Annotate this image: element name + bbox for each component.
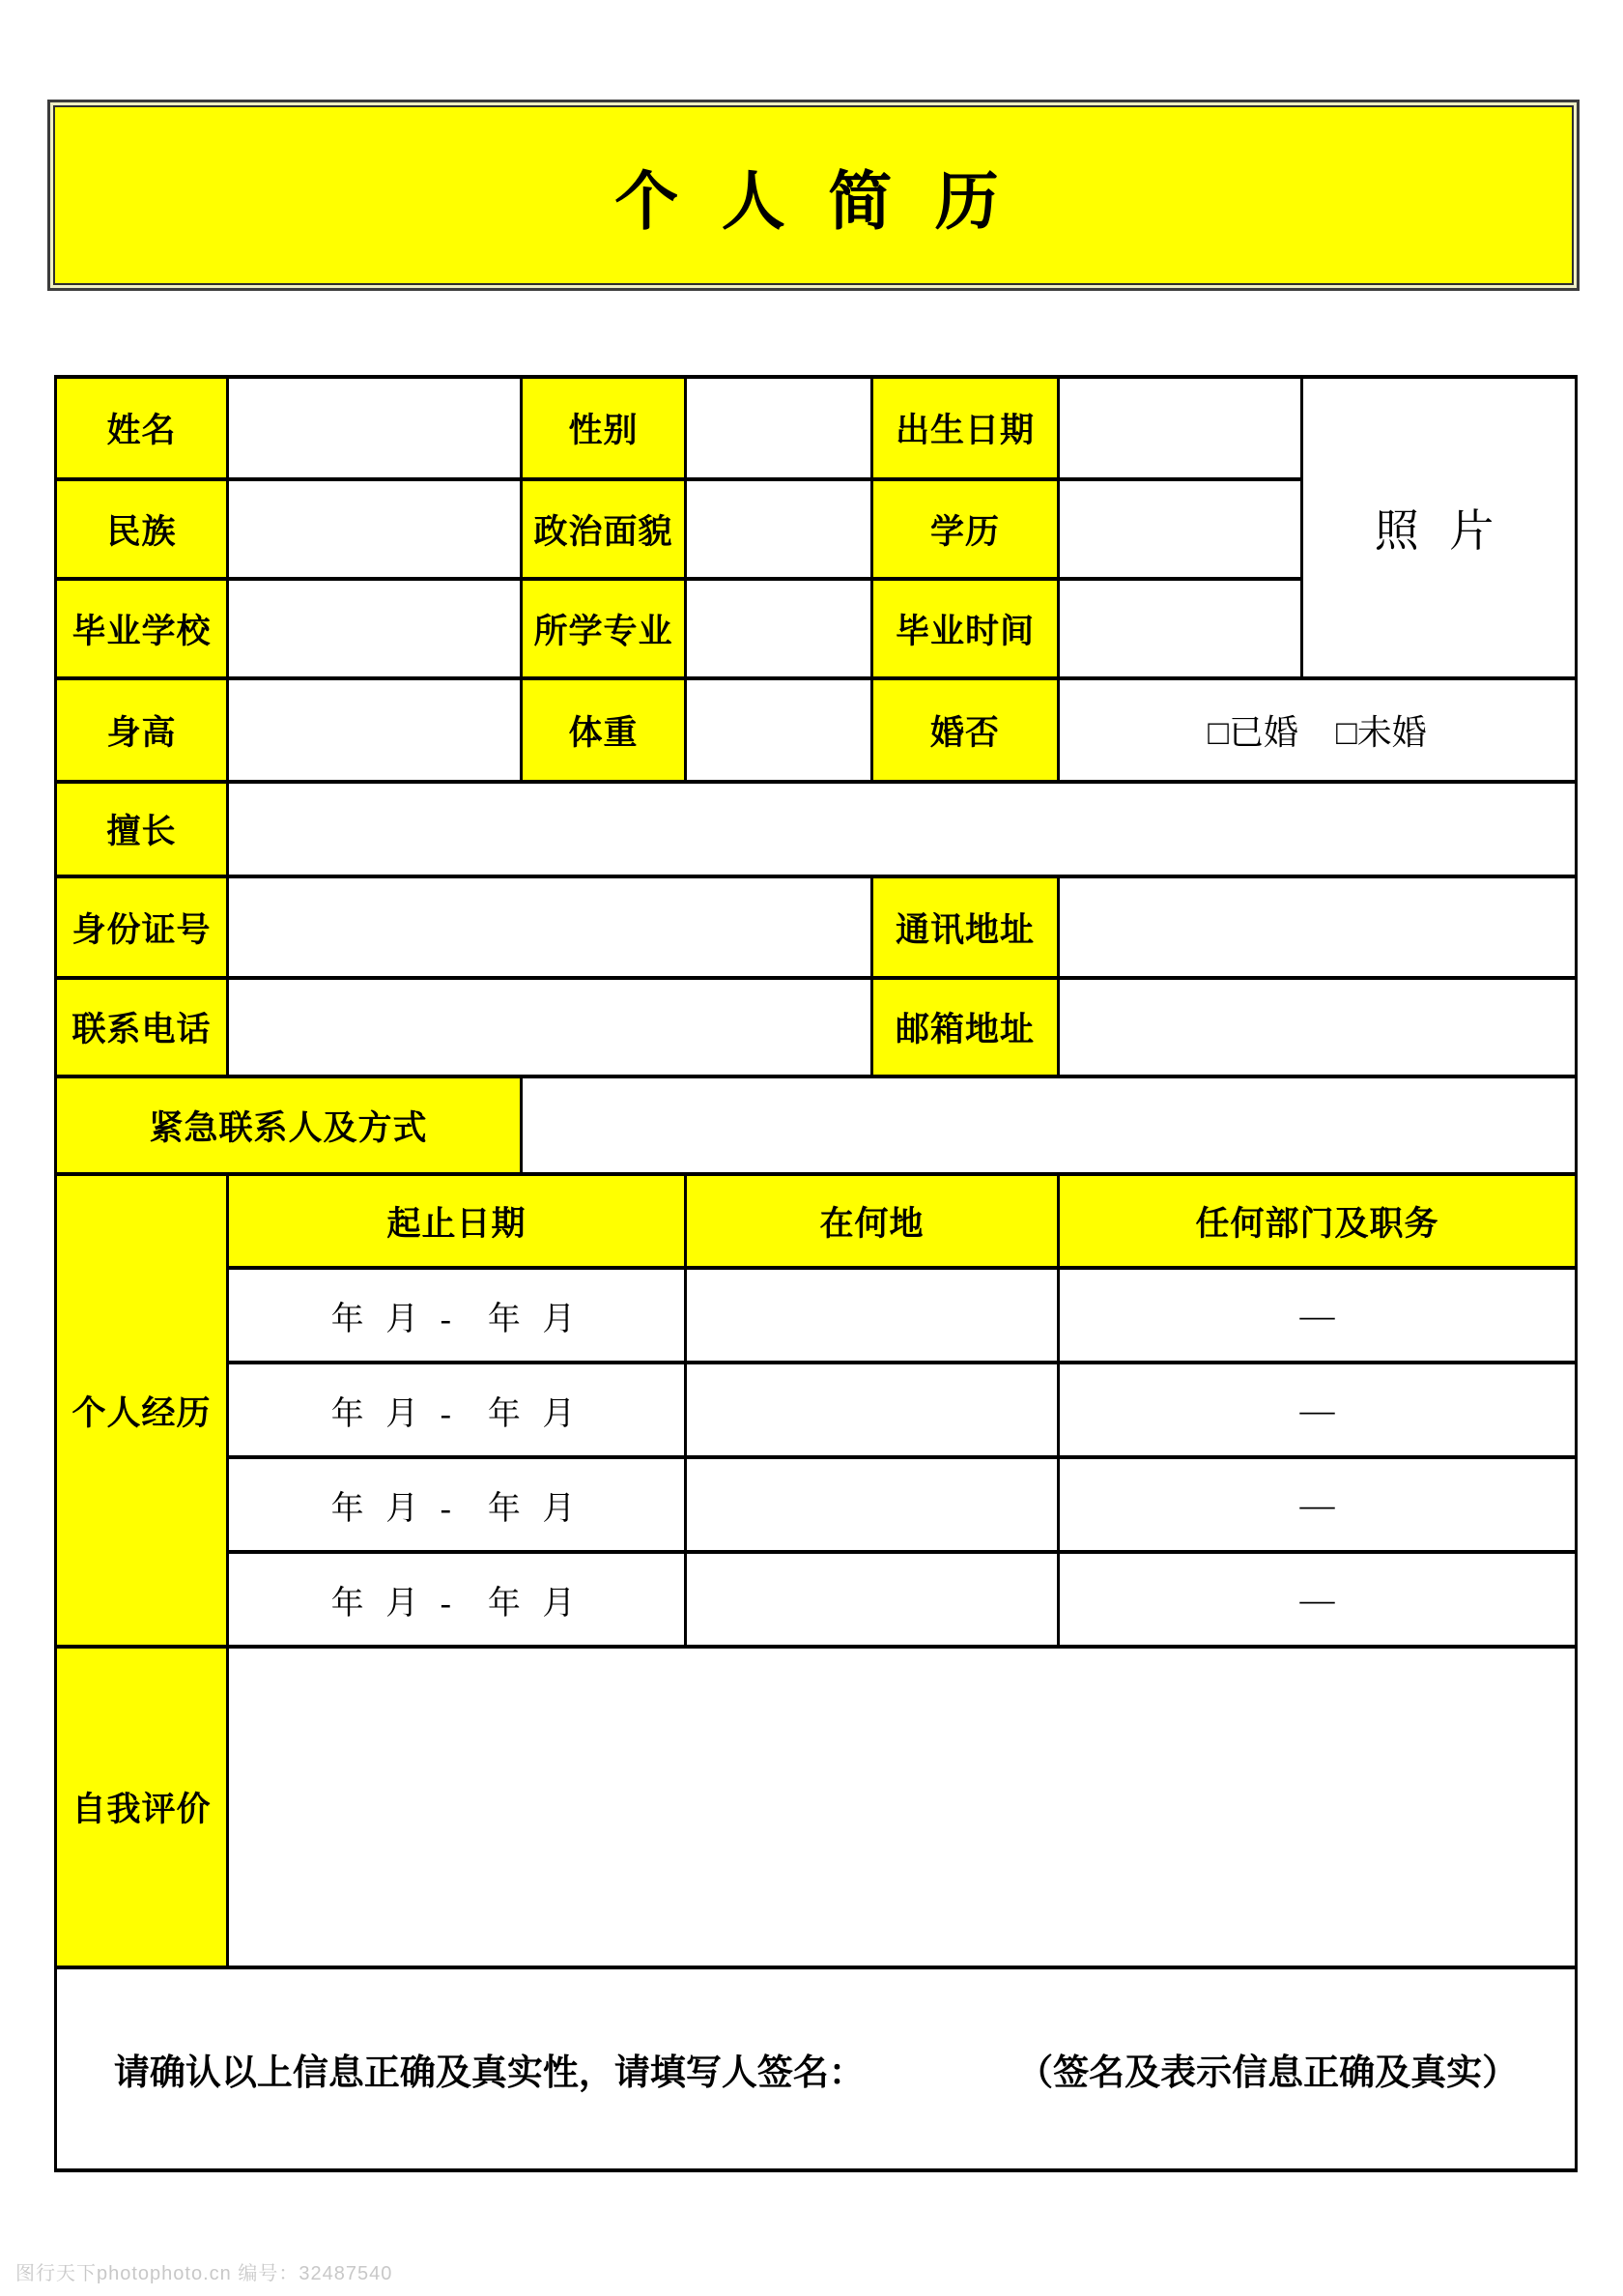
experience-date-4[interactable]: 年 月 - 年 月 bbox=[228, 1552, 686, 1647]
label-education: 学历 bbox=[872, 479, 1059, 579]
field-political-status[interactable] bbox=[686, 479, 872, 579]
row-height-weight-marital bbox=[56, 678, 1577, 782]
label-phone: 联系电话 bbox=[56, 978, 228, 1076]
resume-form-table bbox=[54, 375, 1578, 2172]
experience-department-1[interactable]: — bbox=[1059, 1268, 1577, 1363]
label-mailing-address: 通讯地址 bbox=[872, 876, 1059, 978]
row-id-address bbox=[56, 876, 1577, 978]
field-gender[interactable] bbox=[686, 377, 872, 479]
label-gender: 性别 bbox=[522, 377, 686, 479]
label-self-evaluation: 自我评价 bbox=[56, 1647, 228, 1967]
label-major: 所学专业 bbox=[522, 579, 686, 678]
experience-place-2[interactable] bbox=[686, 1363, 1059, 1457]
label-political-status: 政治面貌 bbox=[522, 479, 686, 579]
field-graduation-time[interactable] bbox=[1059, 579, 1302, 678]
label-experience: 个人经历 bbox=[56, 1174, 228, 1647]
header-location: 在何地 bbox=[686, 1174, 1059, 1268]
field-self-evaluation[interactable] bbox=[228, 1647, 1577, 1967]
label-id-number: 身份证号 bbox=[56, 876, 228, 978]
experience-row bbox=[56, 1457, 1577, 1552]
label-emergency-contact: 紧急联系人及方式 bbox=[56, 1076, 522, 1174]
experience-date-3[interactable]: 年 月 - 年 月 bbox=[228, 1457, 686, 1552]
experience-place-1[interactable] bbox=[686, 1268, 1059, 1363]
field-name[interactable] bbox=[228, 377, 522, 479]
signature-prompt: 请确认以上信息正确及真实性，请填写人签名： bbox=[113, 2052, 865, 2092]
experience-department-4[interactable]: — bbox=[1059, 1552, 1577, 1647]
field-education[interactable] bbox=[1059, 479, 1302, 579]
signature-cell[interactable] bbox=[56, 1967, 1577, 2170]
page-title: 个 人 简 历 bbox=[614, 166, 1012, 238]
experience-row bbox=[56, 1268, 1577, 1363]
label-marital-status: 婚否 bbox=[872, 678, 1059, 782]
title-banner bbox=[47, 100, 1580, 291]
label-birth-date: 出生日期 bbox=[872, 377, 1059, 479]
field-weight[interactable] bbox=[686, 678, 872, 782]
row-phone-email bbox=[56, 978, 1577, 1076]
label-weight: 体重 bbox=[522, 678, 686, 782]
label-school: 毕业学校 bbox=[56, 579, 228, 678]
experience-department-3[interactable]: — bbox=[1059, 1457, 1577, 1552]
header-department: 任何部门及职务 bbox=[1059, 1174, 1577, 1268]
label-name: 姓名 bbox=[56, 377, 228, 479]
label-specialty: 擅长 bbox=[56, 782, 228, 876]
experience-row bbox=[56, 1363, 1577, 1457]
row-specialty bbox=[56, 782, 1577, 876]
field-email[interactable] bbox=[1059, 978, 1577, 1076]
field-phone[interactable] bbox=[228, 978, 872, 1076]
field-specialty[interactable] bbox=[228, 782, 1577, 876]
field-mailing-address[interactable] bbox=[1059, 876, 1577, 978]
label-graduation-time: 毕业时间 bbox=[872, 579, 1059, 678]
field-emergency-contact[interactable] bbox=[522, 1076, 1577, 1174]
checkbox-married[interactable]: □已婚 bbox=[1208, 713, 1298, 752]
field-id-number[interactable] bbox=[228, 876, 872, 978]
row-name-gender-birth bbox=[56, 377, 1577, 479]
header-date-range: 起止日期 bbox=[228, 1174, 686, 1268]
experience-row bbox=[56, 1552, 1577, 1647]
photo-placeholder[interactable]: 照 片 bbox=[1302, 377, 1577, 678]
row-experience-header bbox=[56, 1174, 1577, 1268]
field-birth-date[interactable] bbox=[1059, 377, 1302, 479]
experience-date-1[interactable]: 年 月 - 年 月 bbox=[228, 1268, 686, 1363]
row-signature bbox=[56, 1967, 1577, 2170]
row-emergency-contact bbox=[56, 1076, 1577, 1174]
marital-options-cell[interactable] bbox=[1059, 678, 1577, 782]
field-height[interactable] bbox=[228, 678, 522, 782]
label-email: 邮箱地址 bbox=[872, 978, 1059, 1076]
label-ethnicity: 民族 bbox=[56, 479, 228, 579]
experience-date-2[interactable]: 年 月 - 年 月 bbox=[228, 1363, 686, 1457]
experience-place-4[interactable] bbox=[686, 1552, 1059, 1647]
field-major[interactable] bbox=[686, 579, 872, 678]
checkbox-unmarried[interactable]: □未婚 bbox=[1336, 713, 1427, 752]
label-height: 身高 bbox=[56, 678, 228, 782]
title-banner-inner bbox=[53, 105, 1574, 285]
field-school[interactable] bbox=[228, 579, 522, 678]
experience-department-2[interactable]: — bbox=[1059, 1363, 1577, 1457]
experience-place-3[interactable] bbox=[686, 1457, 1059, 1552]
watermark: 图行天下photophoto.cn 编号：32487540 bbox=[15, 2263, 393, 2284]
field-ethnicity[interactable] bbox=[228, 479, 522, 579]
signature-note: （签名及表示信息正确及真实） bbox=[1017, 2052, 1519, 2092]
row-self-evaluation bbox=[56, 1647, 1577, 1967]
